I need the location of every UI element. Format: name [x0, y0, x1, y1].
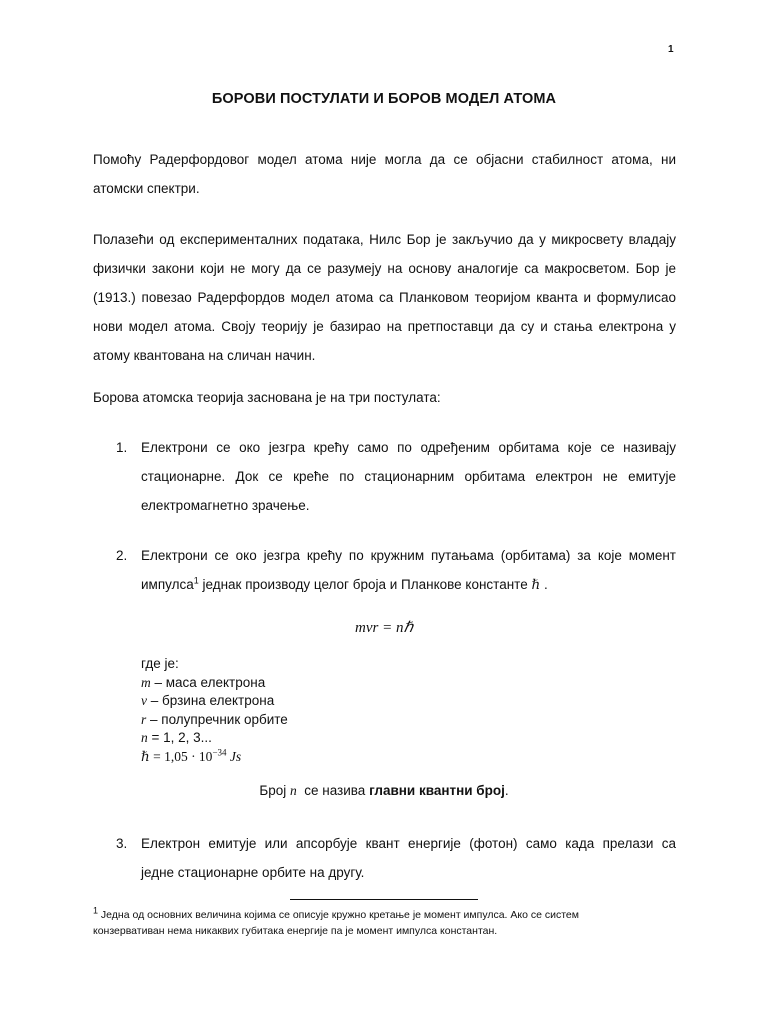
- postulate-2-text: [141, 541, 676, 599]
- paragraph-line: атомски спектри.: [93, 181, 200, 196]
- postulate-text: импулса: [141, 577, 194, 592]
- definition-symbol: m: [141, 674, 151, 690]
- definition-item: [141, 674, 288, 693]
- definitions-block: [141, 655, 288, 766]
- postulate-1-text: [141, 433, 676, 520]
- paragraph-line: Борова атомска теорија заснована је на три постулата:: [93, 390, 441, 405]
- postulate-line: стационарне. Док се креће по стационарним орбитама електрон не емитује: [141, 469, 676, 484]
- footnote-line: конзервативан нема никаквих губитака енергије па је момент импулса константан.: [93, 925, 498, 937]
- definition-symbol: v: [141, 693, 147, 708]
- page-title: БОРОВИ ПОСТУЛАТИ И БОРОВ МОДЕЛ АТОМА: [211, 91, 557, 107]
- postulate-3-text: [141, 829, 676, 887]
- paragraph-1: [93, 145, 676, 203]
- planck-exponent: −34: [212, 747, 227, 757]
- definition-item: [141, 692, 288, 711]
- planck-constant-symbol: ℏ: [141, 748, 150, 764]
- definition-text: – полупречник орбите: [146, 711, 288, 727]
- definition-text: = 1, 2, 3...: [147, 730, 212, 745]
- statement-text: се назива: [296, 783, 370, 798]
- statement-text: Број: [259, 783, 290, 798]
- paragraph-line: Помоћу Радерфордовог модел атома није могла да се објасни стабилност атома, ни: [93, 152, 676, 167]
- paragraph-line: физички закони који не могу да се разумеју на основу аналогије са макросветом. Бор је: [93, 261, 676, 276]
- postulate-text: једнак производу целог броја и Планкове константе: [198, 577, 532, 592]
- postulate-line: једне стационарне орбите на другу.: [141, 865, 365, 880]
- postulate-3-number: 3.: [116, 836, 128, 851]
- definition-item: [141, 711, 288, 730]
- paragraph-line: Полазећи од експерименталних података, Нилс Бор је закључио да у микросвету владају: [93, 232, 676, 247]
- planck-value: = 1,05 · 10: [149, 748, 213, 764]
- definition-text: – брзина електрона: [147, 693, 275, 708]
- definition-item: [141, 729, 288, 748]
- paragraph-2: [93, 225, 676, 370]
- quantum-number-statement: [0, 783, 768, 799]
- footnote-text: Једна од основних величина којима се описује кружно кретање је момент импулса. Ако се систем: [98, 909, 579, 921]
- angular-momentum-formula: mvr = nℏ: [355, 620, 413, 636]
- definitions-heading: где је:: [141, 656, 179, 671]
- footnote-mark: 1: [93, 905, 99, 916]
- quantum-symbol: n: [289, 783, 297, 798]
- paragraph-line: нови модел атома. Своју теорију је базирао на претпоставци да су и стања електрона у: [93, 319, 676, 334]
- postulate-line: [141, 570, 676, 599]
- postulate-2-number: 2.: [116, 548, 128, 563]
- page-number: 1: [668, 44, 674, 55]
- postulate-line: Електрони се око језгра крећу само по одређеним орбитама које се називају: [141, 440, 676, 455]
- definition-symbol: n: [141, 730, 148, 745]
- footnote: [93, 907, 676, 939]
- footnote-line: [93, 907, 676, 923]
- paragraph-line: атому квантована на сличан начин.: [93, 348, 316, 363]
- definition-item: [141, 748, 288, 767]
- definition-text: – маса електрона: [150, 674, 266, 690]
- postulate-line: Електрон емитује или апсорбује квант енергије (фотон) само када прелази са: [141, 836, 676, 851]
- postulate-text: .: [540, 577, 548, 592]
- paragraph-line: (1913.) повезао Радерфордов модел атома са Планковом теоријом кванта и формулисао: [93, 290, 676, 305]
- planck-constant-symbol: ℏ: [531, 577, 541, 592]
- statement-text: .: [504, 783, 509, 798]
- postulate-line: електромагнетно зрачење.: [141, 498, 310, 513]
- footnote-separator: [290, 899, 478, 900]
- definition-symbol: r: [141, 711, 147, 727]
- postulate-line: Електрони се око језгра крећу по кружним путањама (орбитама) за које момент: [141, 548, 676, 563]
- postulate-1-number: 1.: [116, 440, 128, 455]
- principal-quantum-number-term: главни квантни број: [369, 783, 505, 798]
- footnote-reference[interactable]: 1: [193, 575, 199, 586]
- paragraph-3: [93, 383, 676, 412]
- planck-unit: Js: [226, 748, 242, 764]
